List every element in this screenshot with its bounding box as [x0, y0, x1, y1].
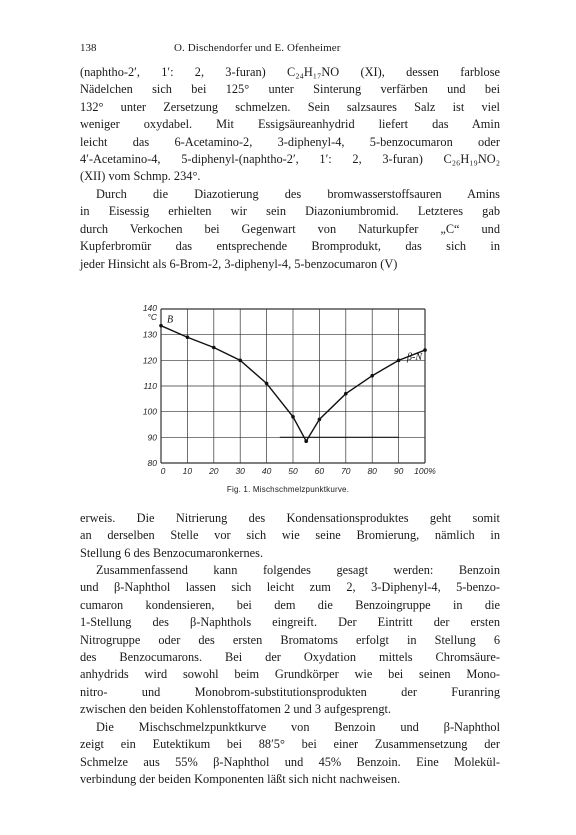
text-line: erweis. Die Nitrierung des Kondensationsproduktes geht somit [80, 511, 500, 525]
text-line: zeigt ein Eutektikum bei 88′5° bei einer Zusammensetzung der [80, 737, 500, 752]
text-line: nitro- und Monobrom-substitutionsprodukten der Furanring [80, 684, 500, 699]
x-tick-label: 100% [414, 466, 436, 476]
x-tick-label: 20 [209, 466, 219, 476]
text-line: Durch die Diazotierung des bromwasserstoffsauren Amins [96, 187, 500, 201]
data-point [159, 324, 163, 328]
text-line: Nitrogruppe oder des ersten Bromatoms erfolgt in Stellung 6 [80, 632, 500, 647]
text-line: zwischen den beiden Kohlenstoffatomen 2 und 3 aufgesprengt. [80, 702, 392, 717]
text-line: verbindung der beiden Komponenten läßt sich nicht nachweisen. [80, 772, 401, 787]
y-tick-label: 80 [147, 458, 157, 468]
text-line: anhydrids wird sowohl beim Grundkörper wie bei seinen Mono- [80, 667, 500, 682]
series-label: β-N [407, 352, 422, 364]
text-line: cumaron kondensieren, bei dem die Benzoingruppe in die [80, 597, 500, 612]
y-tick-label: 100 [142, 406, 157, 417]
text-line: Zusammenfassend kann folgendes gesagt werden: Benzoin [96, 563, 500, 577]
x-tick-label: 40 [261, 466, 272, 476]
data-point [370, 374, 374, 378]
y-axis-top-label: 140 [142, 303, 157, 313]
data-point [423, 348, 427, 352]
text-line: (naphtho-2′, 1′: 2, 3-furan) C₂₄H₁₇NO (XI), dessen farblose [80, 65, 500, 79]
text-line: 4′-Acetamino-4, 5-diphenyl-(naphtho-2′, 1′: 2, 3-furan) C₂₆H₁₉NO₂ [80, 152, 500, 167]
paragraph-eutectic [80, 719, 500, 789]
text-line: Stellung 6 des Benzocumaronkernes. [80, 545, 264, 560]
page-number: 138 [80, 42, 97, 54]
x-tick-label: 90 [393, 466, 404, 476]
y-tick-label: 130 [142, 329, 157, 340]
data-point [318, 418, 322, 422]
x-tick-label: 50 [288, 466, 298, 476]
text-line: 1-Stellung des β-Naphthols eingreift. Der Eintritt der ersten [80, 615, 500, 630]
data-point [397, 359, 401, 363]
x-tick-label: 80 [367, 466, 377, 476]
running-head-authors: O. Dischendorfer und E. Ofenheimer [174, 42, 341, 54]
series-line-benzoin [161, 326, 306, 442]
x-tick-label: 60 [314, 466, 325, 476]
data-point [291, 415, 295, 419]
paragraph-diazotization [80, 186, 500, 273]
text-line: jeder Hinsicht als 6-Brom-2, 3-diphenyl-4, 5-benzocumaron (V) [80, 256, 398, 271]
text-line: 132° unter Zersetzung schmelzen. Sein salzsaures Salz ist viel [80, 99, 500, 114]
paragraph-nitration [80, 510, 500, 562]
melting-point-chart [125, 295, 450, 485]
y-tick-label: 120 [142, 355, 157, 366]
y-tick-label: 110 [143, 381, 157, 391]
x-tick-label: 0 [160, 466, 166, 476]
y-axis-unit-label: °C [147, 312, 157, 322]
data-point [344, 392, 348, 396]
text-line: weniger oxydabel. Mit Essigsäureanhydrid liefert das Amin [80, 117, 500, 132]
figure-caption: Fig. 1. Mischschmelzpunktkurve. [226, 485, 350, 494]
series-line-naphthol [306, 350, 425, 441]
paragraph-summary [80, 562, 500, 719]
text-line: (XII) vom Schmp. 234°. [80, 169, 201, 184]
x-tick-label: 10 [182, 466, 193, 476]
text-line: Nädelchen sich bei 125° unter Sinterung verfärben und bei [80, 82, 500, 97]
text-line: Schmelze aus 55% β-Naphthol und 45% Benzoin. Eine Molekül- [80, 754, 500, 769]
y-tick-label: 90 [147, 432, 157, 443]
x-tick-label: 30 [235, 466, 245, 476]
data-point [304, 439, 308, 443]
data-point [212, 346, 216, 350]
text-line: des Benzocumarons. Bei der Oxydation mittels Chromsäure- [80, 650, 500, 665]
series-label: B [167, 314, 174, 326]
text-line: leicht das 6-Acetamino-2, 3-diphenyl-4, 5-benzocumaron oder [80, 134, 500, 149]
data-point [238, 359, 242, 363]
text-line: an derselben Stelle vor sich wie seine Bromierung, nämlich in [80, 528, 500, 543]
text-line: in Eisessig erhielten wir sein Diazoniumbromid. Letzteres gab [80, 204, 500, 219]
data-point [186, 335, 190, 339]
x-tick-label: 70 [341, 466, 351, 476]
text-line: Die Mischschmelzpunktkurve von Benzoin und β-Naphthol [96, 720, 500, 734]
text-line: durch Verkochen bei Gegenwart von Naturkupfer „C“ und [80, 221, 500, 236]
text-line: Kupferbromür das entsprechende Bromprodukt, das sich in [80, 239, 500, 254]
paragraph-compound-description [80, 64, 500, 186]
data-point [265, 382, 269, 386]
text-line: und β-Naphthol lassen sich leicht zum 2, 3-Diphenyl-4, 5-benzo- [80, 580, 500, 595]
